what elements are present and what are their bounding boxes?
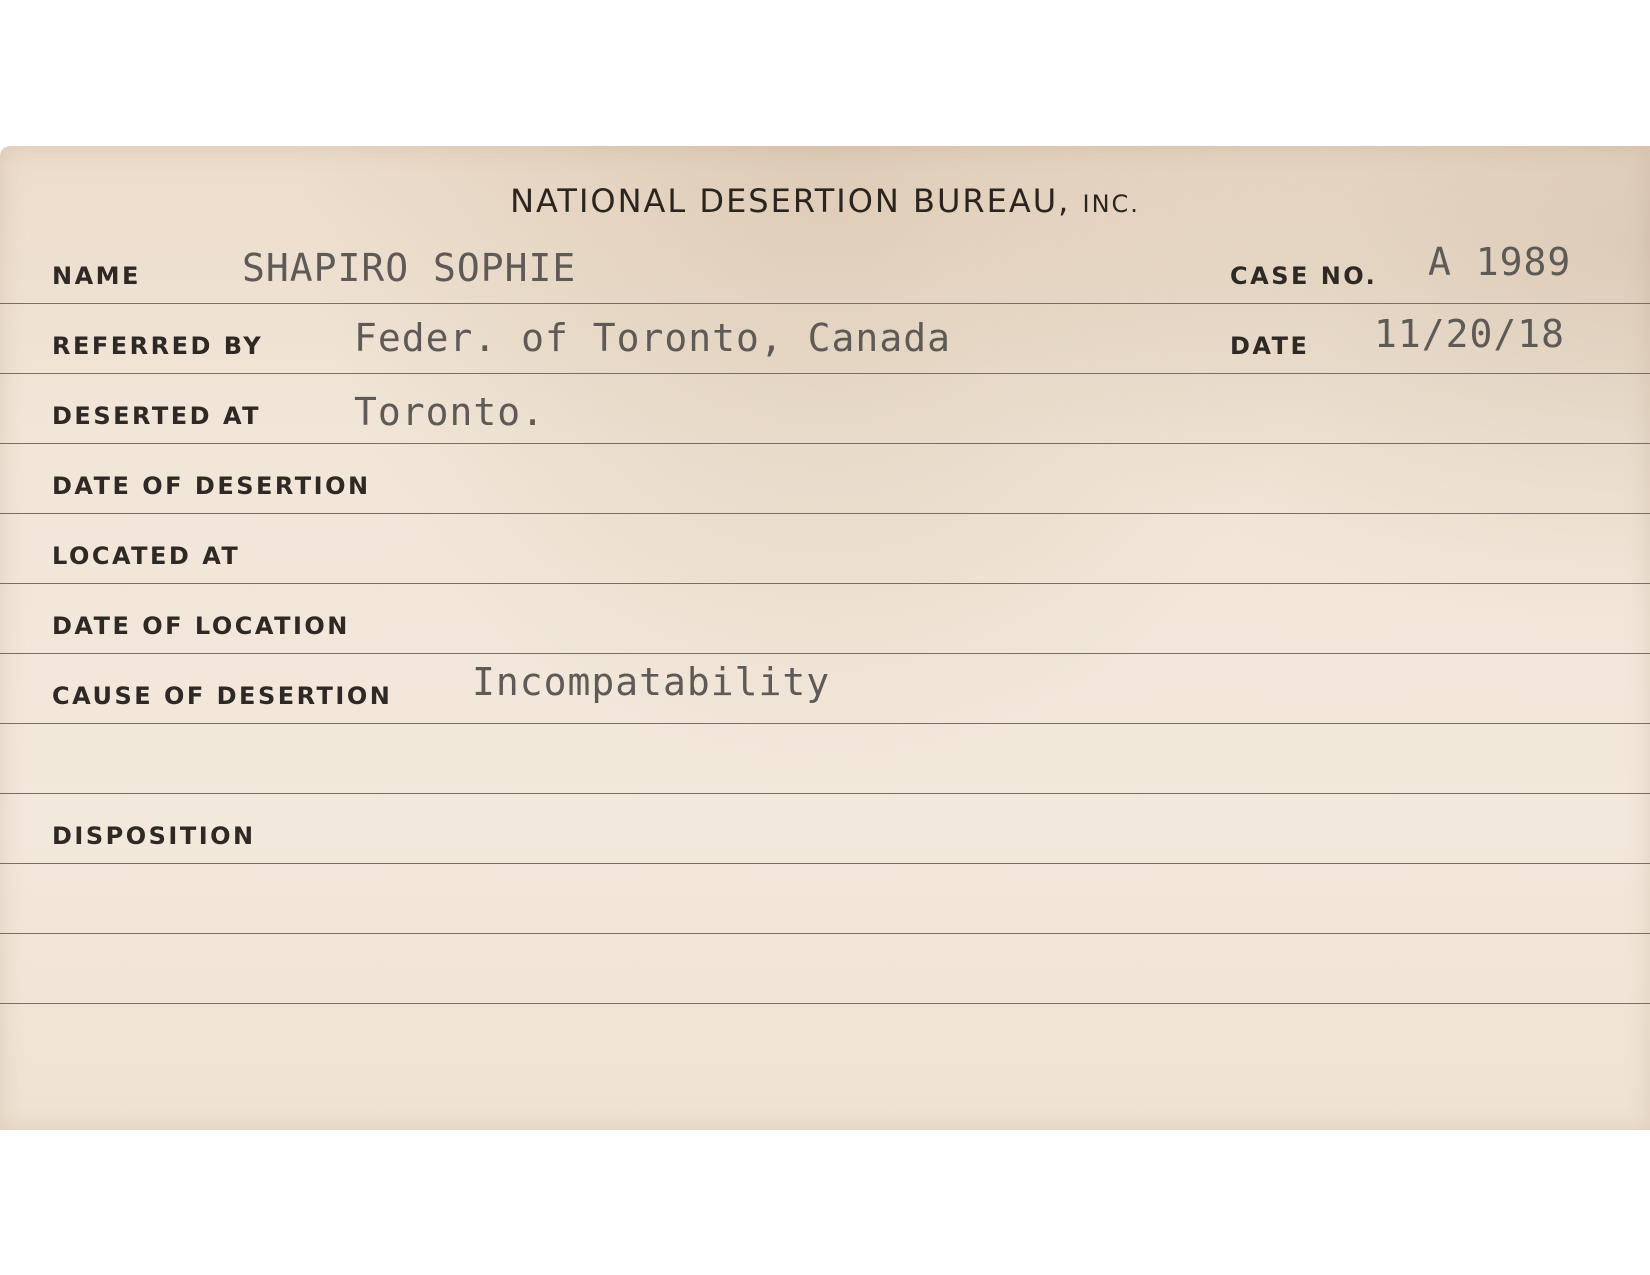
case-no-value: A 1989 xyxy=(1428,240,1572,284)
rule-line xyxy=(0,373,1650,374)
date-of-desertion-label: DATE OF DESERTION xyxy=(52,472,371,500)
card-title xyxy=(0,182,1650,220)
rule-line xyxy=(0,1003,1650,1004)
date-value: 11/20/18 xyxy=(1374,312,1566,356)
referred-by-value: Feder. of Toronto, Canada xyxy=(354,316,951,360)
rule-line xyxy=(0,933,1650,934)
name-value: SHAPIRO SOPHIE xyxy=(242,246,577,290)
rule-line xyxy=(0,303,1650,304)
record-card xyxy=(0,146,1650,1130)
rule-line xyxy=(0,443,1650,444)
deserted-at-value: Toronto. xyxy=(354,390,546,434)
rule-line xyxy=(0,723,1650,724)
bureau-name: NATIONAL DESERTION BUREAU, xyxy=(510,182,1071,220)
bureau-suffix: INC. xyxy=(1082,190,1140,218)
rule-line xyxy=(0,863,1650,864)
rule-line xyxy=(0,653,1650,654)
disposition-label: DISPOSITION xyxy=(52,822,256,850)
deserted-at-label: DESERTED AT xyxy=(52,402,262,430)
referred-by-label: REFERRED BY xyxy=(52,332,264,360)
date-of-location-label: DATE OF LOCATION xyxy=(52,612,350,640)
cause-of-desertion-value: Incompatability xyxy=(472,660,831,704)
located-at-label: LOCATED AT xyxy=(52,542,241,570)
rule-line xyxy=(0,793,1650,794)
rule-line xyxy=(0,583,1650,584)
name-label: NAME xyxy=(52,262,141,290)
date-label: DATE xyxy=(1230,332,1310,360)
case-no-label: CASE NO. xyxy=(1230,262,1378,290)
rule-line xyxy=(0,513,1650,514)
cause-of-desertion-label: CAUSE OF DESERTION xyxy=(52,682,393,710)
